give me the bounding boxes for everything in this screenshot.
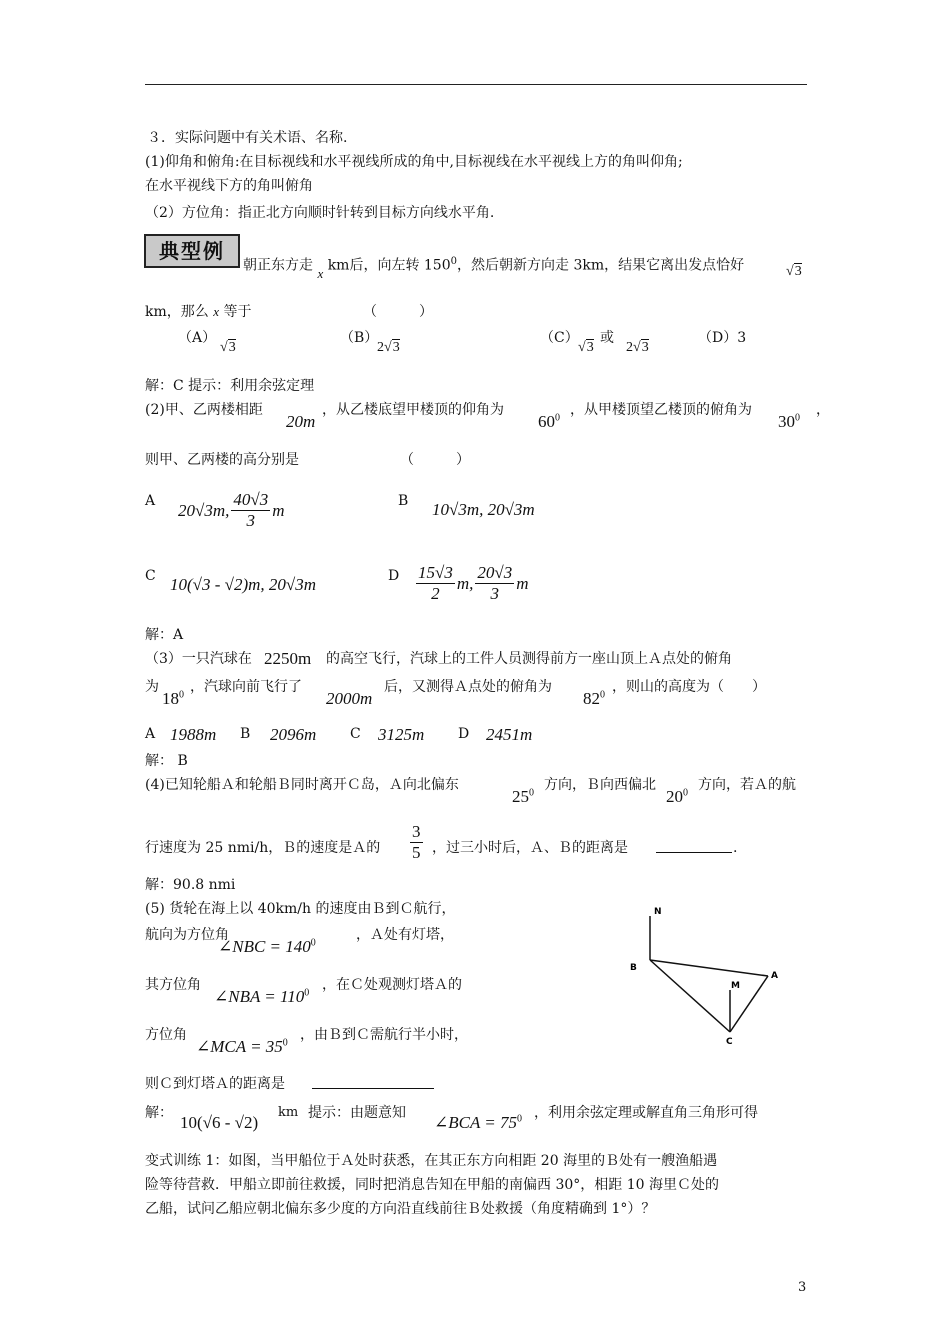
angle-value: 20 (666, 787, 683, 806)
q1-text: km，那么 (145, 304, 209, 320)
variant-line: 变式训练 1：如图，当甲船位于Ａ处时获悉，在其正东方向相距 20 海里的Ｂ处有一艘渔船遇 (145, 1153, 718, 1169)
header-rule (145, 84, 807, 85)
q1-text: ，然后朝新方向走 3km，结果它离出发点恰好 (457, 257, 745, 274)
example-tag: 典型例 (144, 234, 240, 268)
q3-option-d-value: 2451m (486, 725, 533, 744)
q4-period: . (733, 840, 738, 856)
answer-paren: （ ） (363, 304, 433, 320)
term-paragraph-line: (1)仰角和俯角:在目标视线和水平视线所成的角中,目标视线在水平视线上方的角叫仰角; (145, 154, 683, 170)
degree: 0 (795, 412, 800, 424)
q1-option-a-label: （A） (178, 330, 217, 346)
q5-angle-bca (434, 1113, 522, 1133)
sqrt-value: 3 (641, 340, 649, 355)
q2-option-a-label: A (145, 493, 156, 509)
unit: m (516, 573, 529, 593)
q5-text: 其方位角 (145, 977, 201, 993)
angle-value: ∠BCA = 75 (434, 1113, 518, 1132)
q2-answer: 解：A (145, 627, 184, 643)
q2-option-c-value: 10(√3 - √2)m, 20√3m (170, 575, 317, 594)
q5-text: 方位角 (145, 1027, 187, 1043)
denominator: 3 (246, 511, 256, 530)
q1-option-b-value: 2√3 (377, 340, 400, 355)
q5-text: ，利用余弦定理或解直角三角形可得 (534, 1105, 758, 1121)
q3-text: ，汽球向前飞行了 (190, 679, 302, 695)
degree: 0 (310, 937, 316, 949)
q5-angle-nbc (218, 937, 316, 957)
sqrt-value: 3 (228, 340, 236, 355)
line-ba (650, 960, 768, 976)
q5-line-1: (5) 货轮在海上以 40km/h 的速度由Ｂ到Ｃ航行， (145, 901, 456, 917)
term-paragraph-line: （2）方位角：指正北方向顺时针转到目标方向线水平角. (145, 205, 495, 221)
answer-paren: （ ） (400, 452, 470, 468)
denominator: 3 (490, 584, 500, 603)
numerator: 20√3 (477, 563, 513, 582)
q1-text: km后，向左转 150 (327, 257, 451, 274)
q5-angle-nba (214, 987, 309, 1007)
q2-line-2: 则甲、乙两楼的高分别是 (145, 452, 299, 468)
q1-sqrt3: √3 (786, 264, 802, 279)
q1-option-c-value-2: 2√3 (626, 340, 649, 355)
coef: 2 (377, 340, 384, 355)
q2-text: (2)甲、乙两楼相距 (145, 402, 263, 418)
q3-angle-2 (583, 689, 605, 709)
q3-answer: 解： B (145, 753, 188, 769)
q1-degree: 0 (450, 256, 457, 267)
degree: 0 (600, 689, 605, 701)
q5-text: 航向为方位角 (145, 927, 229, 943)
q2-option-b-value: 10√3m, 20√3m (432, 500, 535, 519)
q5-text: 提示：由题意知 (308, 1105, 406, 1121)
q3-text: 为 (145, 679, 159, 695)
q2-option-d-label: D (388, 568, 400, 584)
q1-option-c-or: 或 (600, 330, 614, 346)
q5-text: ，Ａ处有灯塔， (356, 927, 454, 943)
coef: 2 (626, 340, 633, 355)
q3-option-a-value: 1988m (170, 725, 217, 744)
angle-value: 30 (778, 412, 795, 431)
q3-option-c-value: 3125m (378, 725, 425, 744)
sqrt-value: 3 (392, 340, 400, 355)
q4-answer: 解：90.8 nmi (145, 877, 236, 893)
q5-text: 解： (145, 1105, 173, 1121)
section-title: ３．实际问题中有关术语、名称. (147, 130, 348, 146)
fraction (475, 563, 514, 604)
degree: 0 (179, 689, 184, 701)
sqrt-value: 3 (586, 340, 594, 355)
q3-angle-1 (162, 689, 184, 709)
numerator: 15√3 (418, 563, 453, 582)
value: 20√3m, (178, 500, 230, 520)
angle-value: 82 (583, 689, 600, 708)
numerator: 3 (412, 822, 421, 841)
q3-text: 的高空飞行，汽球上的工件人员测得前方一座山顶上Ａ点处的俯角 (326, 651, 732, 667)
q5-angle-mca (196, 1037, 288, 1057)
angle-value: ∠MCA = 35 (196, 1037, 283, 1056)
q5-answer-unit: km (278, 1105, 299, 1120)
q2-distance: 20m (286, 412, 316, 431)
q4-text: 方向，若Ａ的航 (698, 777, 796, 793)
question-1-line-2 (145, 302, 251, 322)
q1-option-d: （D）3 (698, 330, 747, 346)
q2-angle-2 (778, 412, 800, 432)
q5-text: ，由Ｂ到Ｃ需航行半小时， (300, 1027, 468, 1043)
denominator: 2 (431, 584, 440, 603)
variant-line: 险等待营救．甲船立即前往救援，同时把消息告知在甲船的南偏西 30°，相距 10 海里Ｃ处的 (145, 1177, 719, 1193)
q4-angle-2 (666, 787, 688, 807)
q1-var-x: x (317, 265, 324, 281)
q4-text: ，过三小时后，Ａ、Ｂ的距离是 (432, 840, 628, 856)
q5-line-5: 则Ｃ到灯塔Ａ的距离是 (145, 1076, 285, 1092)
angle-value: ∠NBC = 140 (218, 937, 311, 956)
q1-answer: 解：C 提示：利用余弦定理 (145, 378, 315, 394)
q3-option-d-label: D (458, 726, 470, 742)
label-b: B (630, 963, 637, 973)
variant-line: 乙船，试问乙船应朝北偏东多少度的方向沿直线前往Ｂ处救援（角度精确到 1°）？ (145, 1201, 656, 1217)
label-c: C (726, 1037, 733, 1047)
term-paragraph-line: 在水平视线下方的角叫俯角 (145, 178, 313, 194)
q1-option-c-value-1: √3 (578, 340, 594, 355)
angle-value: ∠NBA = 110 (214, 987, 305, 1006)
q1-option-b-label: （B） (340, 330, 379, 346)
q1-option-c-label: （C） (540, 330, 579, 346)
q3-option-c-label: C (350, 726, 361, 742)
q4-answer-blank (656, 852, 732, 853)
q4-fraction (408, 822, 425, 863)
q3-option-b-label: B (240, 726, 251, 742)
fraction (416, 563, 455, 604)
q3-text: ，则山的高度为（ ） (612, 679, 766, 695)
q1-text: 朝正东方走 (243, 257, 313, 274)
q3-height: 2250m (264, 649, 312, 668)
angle-value: 60 (538, 412, 555, 431)
angle-value: 25 (512, 787, 529, 806)
page-number: 3 (798, 1280, 807, 1295)
q2-comma: ， (816, 402, 830, 418)
q2-option-b-label: B (398, 493, 409, 509)
q5-answer-value: 10(√6 - √2) (180, 1113, 259, 1132)
unit: m (272, 500, 285, 520)
q3-option-a-label: A (145, 726, 156, 742)
q5-text: ，在Ｃ处观测灯塔Ａ的 (322, 977, 462, 993)
q2-text: ，从甲楼顶望乙楼顶的俯角为 (570, 402, 752, 418)
bearing-diagram (620, 898, 790, 1050)
q4-text: (4)已知轮船Ａ和轮船Ｂ同时离开Ｃ岛，Ａ向北偏东 (145, 777, 459, 793)
label-a: A (771, 971, 778, 981)
degree: 0 (529, 787, 534, 799)
degree: 0 (517, 1113, 523, 1125)
q2-option-a-value (178, 490, 284, 531)
numerator: 40√3 (233, 490, 269, 509)
q2-angle-1 (538, 412, 560, 432)
q3-text: （3）一只汽球在 (145, 651, 252, 667)
label-m: M (731, 981, 740, 991)
degree: 0 (683, 787, 688, 799)
q2-option-d-value (414, 563, 529, 604)
q3-text: 后，又测得Ａ点处的俯角为 (384, 679, 552, 695)
label-n: N (654, 907, 662, 917)
value: m, (456, 573, 474, 593)
q5-answer-blank (312, 1088, 434, 1089)
angle-value: 18 (162, 689, 179, 708)
degree: 0 (304, 987, 310, 999)
q2-option-c-label: C (145, 568, 156, 584)
q4-text: 方向，Ｂ向西偏北 (544, 777, 656, 793)
fraction (410, 822, 423, 863)
fraction (231, 490, 270, 531)
question-1-line-1 (243, 252, 745, 281)
q3-option-b-value: 2096m (270, 725, 317, 744)
q1-var-x: x (213, 304, 219, 319)
line-bc (650, 960, 730, 1032)
q2-text: ，从乙楼底望甲楼顶的仰角为 (322, 402, 504, 418)
q1-sqrt-value: 3 (794, 264, 802, 279)
q1-text: 等于 (223, 304, 252, 320)
q4-text: 行速度为 25 nmi/h，Ｂ的速度是Ａ的 (145, 840, 381, 856)
degree: 0 (282, 1037, 288, 1049)
denominator: 5 (412, 843, 421, 862)
degree: 0 (555, 412, 560, 424)
q3-distance: 2000m (326, 689, 373, 708)
q4-angle-1 (512, 787, 534, 807)
q1-option-a-value: √3 (220, 340, 236, 355)
